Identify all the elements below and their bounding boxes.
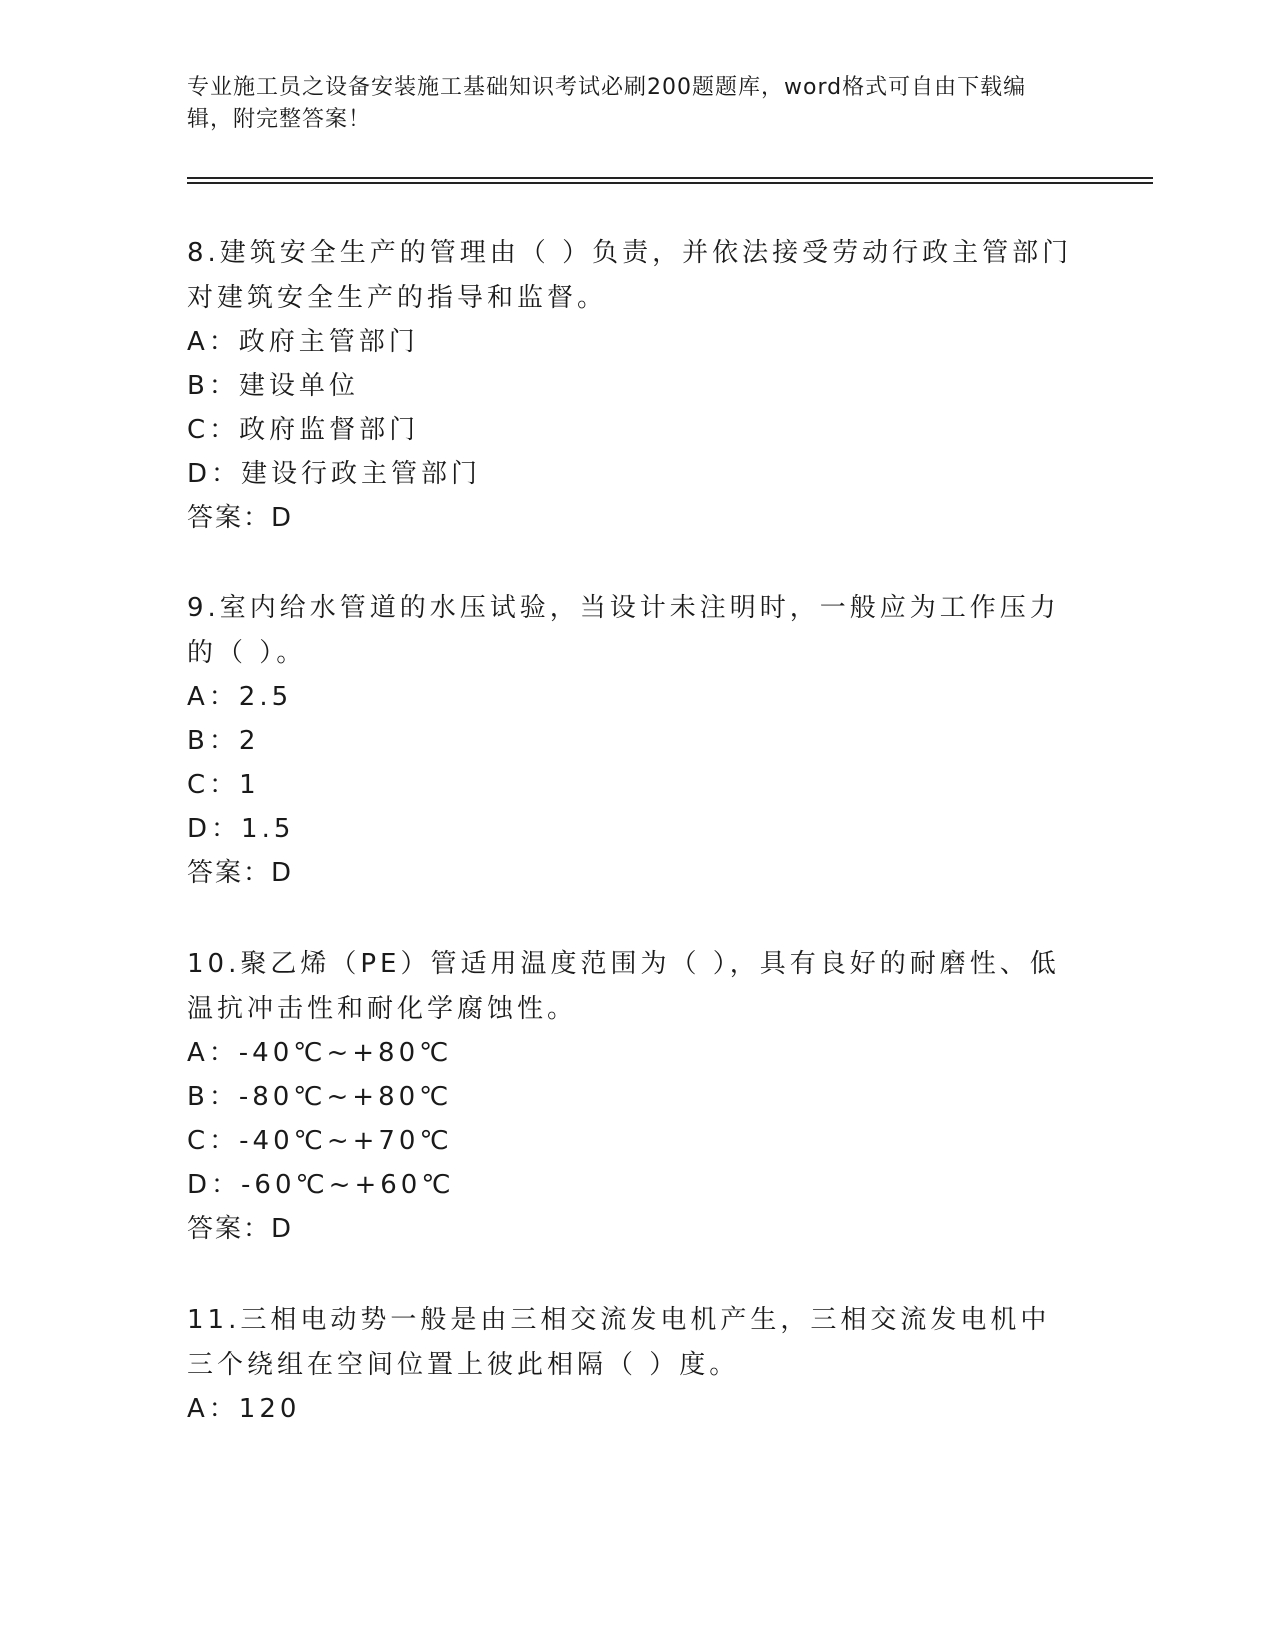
header-rule-top [187, 177, 1153, 179]
question-11-option-a: A：120 [187, 1394, 301, 1424]
question-11-text: 11.三相电动势一般是由三相交流发电机产生，三相交流发电机中三个绕组在空间位置上彼此相隔（ ）度。 [187, 1305, 1051, 1380]
question-9-option-b: B：2 [187, 726, 260, 756]
question-10-option-d: D：-60℃~+60℃ [187, 1170, 455, 1200]
question-10-answer: 答案：D [187, 1214, 294, 1244]
question-9-answer: 答案：D [187, 858, 294, 888]
question-8-option-c: C：政府监督部门 [187, 415, 420, 445]
question-10-text: 10.聚乙烯（PE）管适用温度范围为（ ），具有良好的耐磨性、低温抗冲击性和耐化学腐蚀性。 [187, 949, 1060, 1024]
question-9-option-a: A：2.5 [187, 682, 293, 712]
question-8-option-b: B：建设单位 [187, 371, 359, 401]
question-8-option-a: A：政府主管部门 [187, 327, 419, 357]
question-10-option-a: A：-40℃~+80℃ [187, 1038, 453, 1068]
question-8-answer: 答案：D [187, 503, 294, 533]
question-9-option-c: C：1 [187, 770, 260, 800]
question-8-text: 8.建筑安全生产的管理由（ ）负责，并依法接受劳动行政主管部门对建筑安全生产的指导和监督。 [187, 238, 1073, 313]
document-header: 专业施工员之设备安装施工基础知识考试必刷200题题库，word格式可自由下载编辑，附完整答案！ [187, 75, 1027, 132]
question-9-option-d: D：1.5 [187, 814, 295, 844]
question-10-option-b: B：-80℃~+80℃ [187, 1082, 453, 1112]
question-10-option-c: C：-40℃~+70℃ [187, 1126, 453, 1156]
question-8-option-d: D：建设行政主管部门 [187, 459, 482, 489]
question-9-text: 9.室内给水管道的水压试验，当设计未注明时，一般应为工作压力的（ ）。 [187, 593, 1060, 668]
header-rule-bottom [187, 182, 1153, 184]
